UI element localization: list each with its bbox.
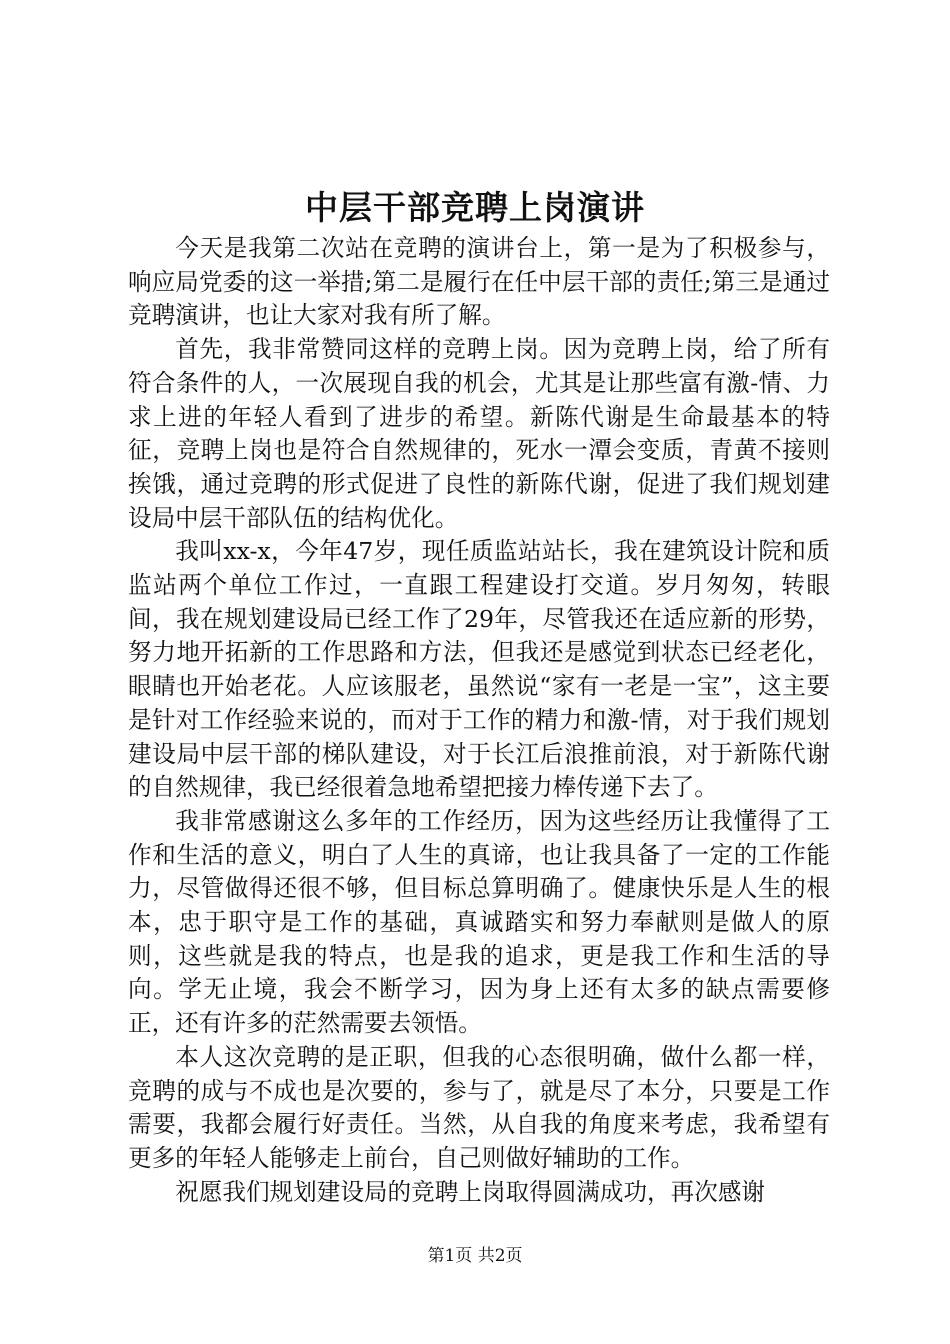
document-title: 中层干部竞聘上岗演讲 [305, 188, 645, 227]
paragraph-5: 本人这次竞聘的是正职，但我的心态很明确，做什么都一样，竞聘的成与不成也是次要的，参与了，就是尽了本分，只要是工作需要，我都会履行好责任。当然，从自我的角度来考虑，我希望有更多的年轻人能够走上前台，自己则做好辅助的工作。 [128, 1042, 830, 1172]
paragraph-3: 我叫xx-x，今年47岁，现任质监站站长，我在建筑设计院和质监站两个单位工作过，一直跟工程建设打交道。岁月匆匆，转眼间，我在规划建设局已经工作了29年，尽管我还在适应新的形势，努力地开拓新的工作思路和方法，但我还是感觉到状态已经老化，眼睛也开始老花。人应该服老，虽然说“家有一老是一宝”，这主要是针对工作经验来说的，而对于工作的精力和激-情，对于我们规划建设局中层干部的梯队建设，对于长江后浪推前浪，对于新陈代谢的自然规律，我已经很着急地希望把接力棒传递下去了。 [128, 537, 830, 802]
document-body [128, 232, 830, 1209]
page-indicator: 第1页 共2页 [427, 1246, 523, 1266]
paragraph-4: 我非常感谢这么多年的工作经历，因为这些经历让我懂得了工作和生活的意义，明白了人生的真谛，也让我具备了一定的工作能力，尽管做得还很不够，但目标总算明确了。健康快乐是人生的根本，忠于职守是工作的基础，真诚踏实和努力奉献则是做人的原则，这些就是我的特点，也是我的追求，更是我工作和生活的导向。学无止境，我会不断学习，因为身上还有太多的缺点需要修正，还有许多的茫然需要去领悟。 [128, 806, 830, 1038]
paragraph-2: 首先，我非常赞同这样的竞聘上岗。因为竞聘上岗，给了所有符合条件的人，一次展现自我的机会，尤其是让那些富有激-情、力求上进的年轻人看到了进步的希望。新陈代谢是生命最基本的特征，竞聘上岗也是符合自然规律的，死水一潭会变质，青黄不接则挨饿，通过竞聘的形式促进了良性的新陈代谢，促进了我们规划建设局中层干部队伍的结构优化。 [128, 335, 830, 532]
paragraph-6: 祝愿我们规划建设局的竞聘上岗取得圆满成功，再次感谢 [175, 1177, 766, 1206]
paragraph-1: 今天是我第二次站在竞聘的演讲台上，第一是为了积极参与，响应局党委的这一举措;第二是履行在任中层干部的责任;第三是通过竞聘演讲，也让大家对我有所了解。 [128, 234, 830, 330]
